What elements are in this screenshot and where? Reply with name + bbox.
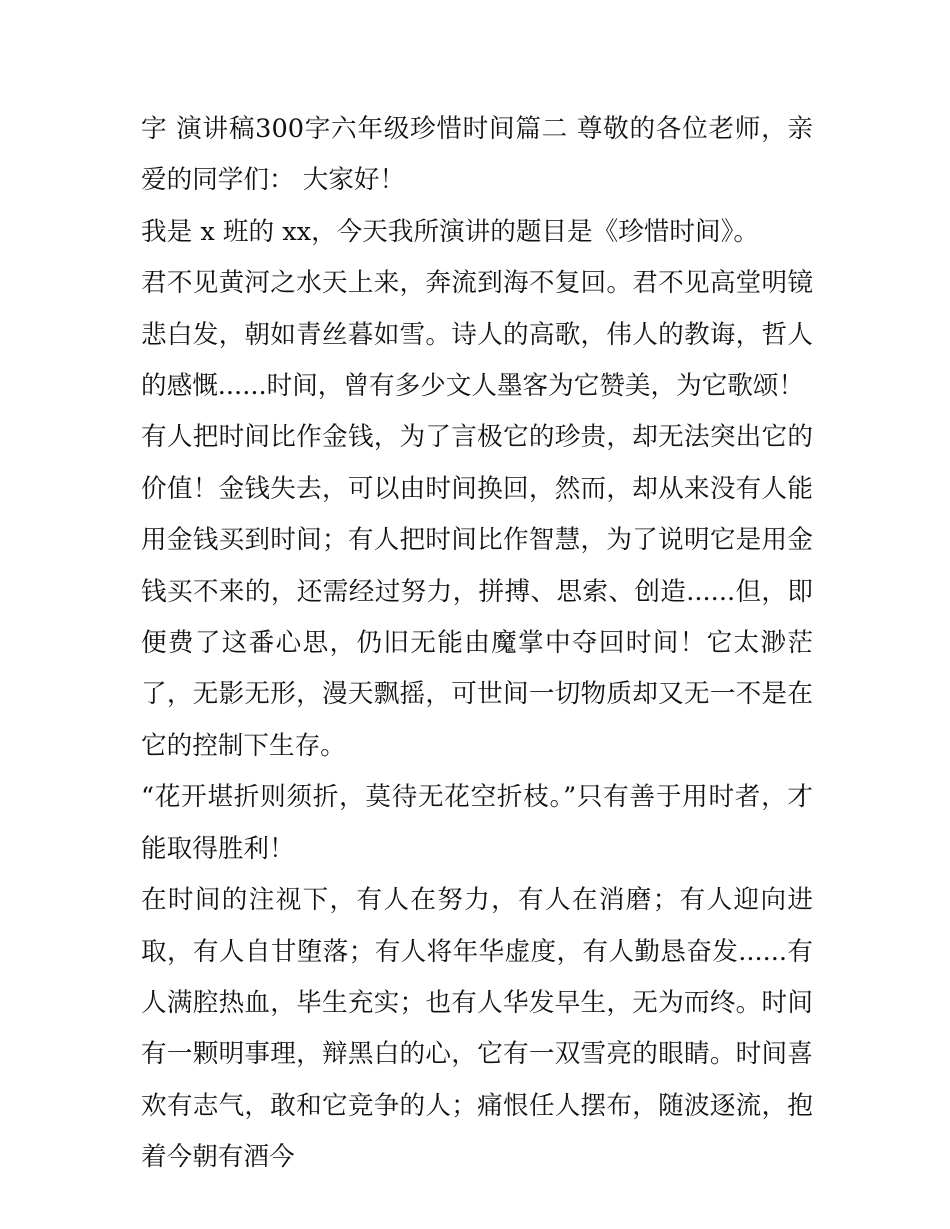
document-body <box>141 104 813 1184</box>
paragraph-intro: 字 演讲稿300字六年级珍惜时间篇二 尊敬的各位老师，亲爱的同学们： 大家好！ <box>141 114 813 196</box>
paragraph-poetry: 君不见黄河之水天上来，奔流到海不复回。君不见高堂明镜悲白发，朝如青丝暮如雪。诗人的高歌，伟人的教诲，哲人的感慨......时间，曾有多少文人墨客为它赞美，为它歌颂！ <box>141 268 813 402</box>
paragraph-time-watch: 在时间的注视下，有人在努力，有人在消磨；有人迎向进取，有人自甘堕落；有人将年华虚度，有人勤恳奋发......有人满腔热血，毕生充实；也有人华发早生，无为而终。时间有一颗明事理，辩黑白的心，它有一双雪亮的眼睛。时间喜欢有志气，敢和它竞争的人；痛恨任人摆布，随波逐流，抱着今朝有酒今 <box>141 885 813 1173</box>
paragraph-quote: “花开堪折则须折，莫待无花空折枝。”只有善于用时者，才能取得胜利！ <box>141 782 813 864</box>
paragraph-self-introduction: 我是 x 班的 xx，今天我所演讲的题目是《珍惜时间》。 <box>141 216 759 247</box>
paragraph-time-vs-money: 有人把时间比作金钱，为了言极它的珍贵，却无法突出它的价值！金钱失去，可以由时间换回，然而，却从来没有人能用金钱买到时间；有人把时间比作智慧，为了说明它是用金钱买不来的，还需经过努力，拼搏、思索、创造......但，即便费了这番心思，仍旧无能由魔掌中夺回时间！它太渺茫了，无影无形，漫天飘摇，可世间一切物质却又无一不是在它的控制下生存。 <box>141 422 813 761</box>
